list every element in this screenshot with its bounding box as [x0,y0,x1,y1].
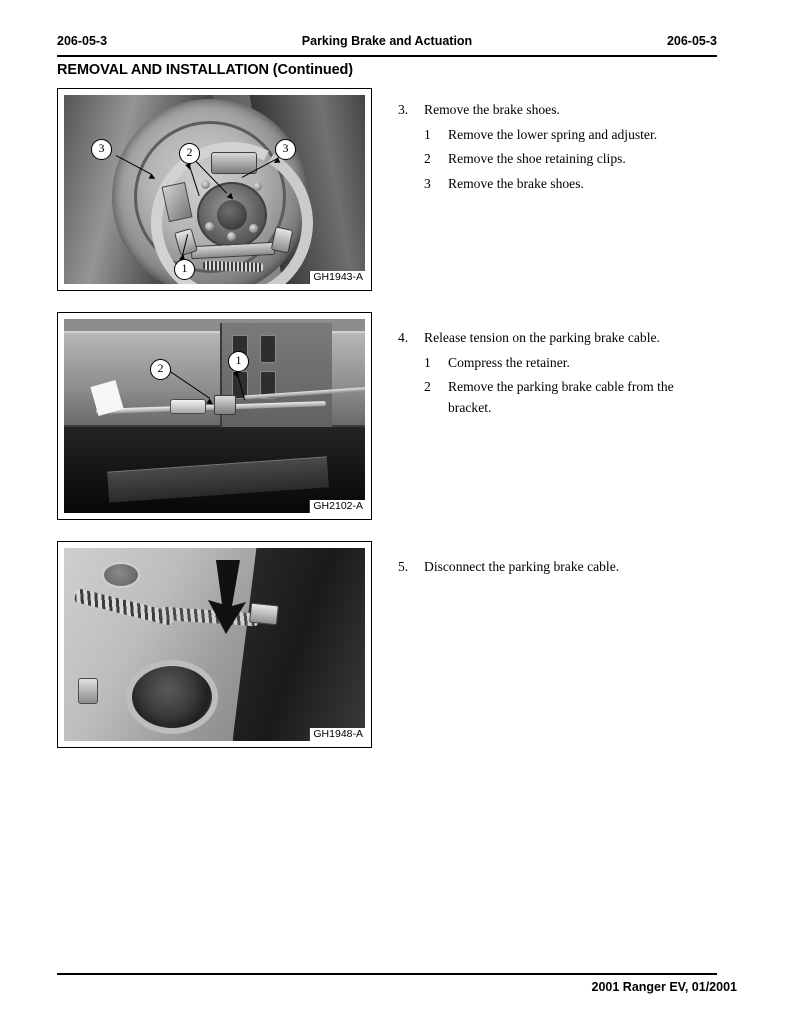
substep [424,125,718,146]
hub-stud [227,232,236,241]
callout-2: 2 [150,359,171,380]
substep-text: Remove the shoe retaining clips. [448,151,626,167]
step-4-substeps [398,353,718,419]
substep-text: Remove the lower spring and adjuster. [448,126,658,142]
pointer-arrow-icon [206,560,250,634]
substep-number: 2 [424,379,431,395]
substep [424,353,718,374]
bracket-slot [260,335,276,363]
section-title: REMOVAL AND INSTALLATION (Continued) [57,62,354,78]
hub-stud [249,224,258,233]
footer-text: 2001 Ranger EV, 01/2001 [591,980,737,994]
step-number: 5. [398,559,409,574]
callout-3-right: 3 [275,139,296,160]
substep [424,174,718,195]
figure-brake-shoes [57,88,372,291]
cable-retainer [214,395,236,415]
figure-code-2: GH2102-A [309,500,365,513]
substep-text: Remove the brake shoes. [448,175,584,191]
substep-text: Compress the retainer. [448,354,570,370]
hub-stud [205,222,214,231]
substep-text: Remove the parking brake cable from the bracket. [448,379,674,415]
mounting-bolt [78,678,98,704]
callout-3-left: 3 [91,139,112,160]
step-text: Release tension on the parking brake cable. [424,330,660,345]
step-number: 3. [398,102,409,117]
step-text: Remove the brake shoes. [424,102,560,117]
cable-sleeve [170,399,206,414]
hub-stud [253,182,262,191]
substep-number: 1 [424,354,431,370]
substep-number: 1 [424,126,431,142]
step-3-substeps [398,125,718,195]
step-3 [398,100,718,195]
figure-cable-retainer [57,312,372,520]
cable-end-fitting [249,603,279,626]
substep-number: 2 [424,151,431,167]
figure-brake-shoes-image [64,95,365,284]
hub-studs [197,170,267,240]
header-title: Parking Brake and Actuation [301,34,473,48]
footer-divider [57,973,717,975]
suspension-bushing [126,660,218,734]
substep [424,149,718,170]
page-header [57,34,717,48]
callout-1: 1 [174,259,195,280]
header-left-code: 206-05-3 [57,34,108,48]
header-right-code: 206-05-3 [666,34,717,48]
frame-hole [102,562,140,588]
callout-2: 2 [179,143,200,164]
brake-drum-inner [134,121,286,273]
substep-number: 3 [424,175,431,191]
brake-drum-backing-plate [112,99,308,284]
figure-cable-retainer-image [64,319,365,513]
step-number: 4. [398,330,409,345]
figure-disconnect-cable-image [64,548,365,741]
hub-stud [201,180,210,189]
callout-1: 1 [228,351,249,372]
header-divider [57,55,717,57]
step-4 [398,328,718,419]
figure-code-3: GH1948-A [309,728,365,741]
step-5 [398,557,718,578]
figure-disconnect-cable [57,541,372,748]
step-text: Disconnect the parking brake cable. [424,559,620,574]
substep [424,377,718,418]
figure-code-1: GH1943-A [309,271,365,284]
